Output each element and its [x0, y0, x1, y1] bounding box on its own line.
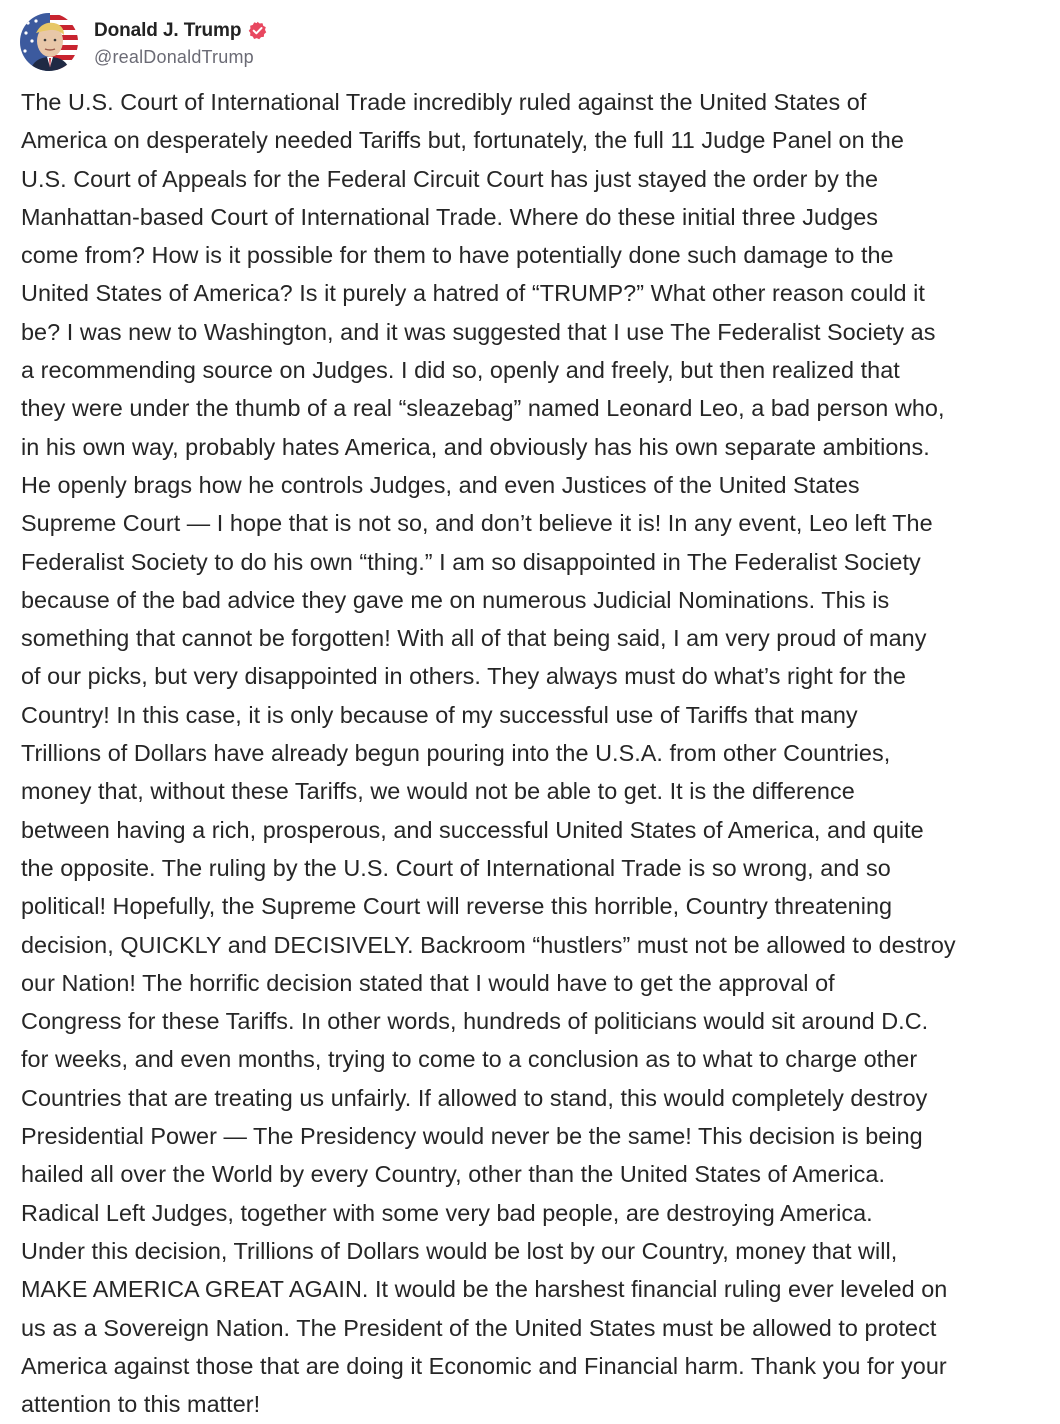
post-body-line: decision, QUICKLY and DECISIVELY. Backroom “hustlers” must not be allowed to destroy [21, 931, 956, 958]
post-body-line: hailed all over the World by every Country, other than the United States of America. [21, 1161, 886, 1188]
avatar[interactable] [20, 13, 78, 71]
avatar-flag-portrait-icon [20, 13, 78, 71]
post-body-line: our Nation! The horrific decision stated that I would have to get the approval of [21, 969, 835, 996]
post-body-line: The U.S. Court of International Trade incredibly ruled against the United States of [21, 89, 867, 115]
post-body-line: America against those that are doing it Economic and Financial harm. Thank you for your [21, 1352, 947, 1379]
post-body-line: us as a Sovereign Nation. The President of the United States must be allowed to protect [21, 1314, 937, 1341]
post-body-line: Country! In this case, it is only because of my successful use of Tariffs that many [21, 701, 858, 728]
post-body-line: He openly brags how he controls Judges, and even Justices of the United States [21, 471, 860, 498]
post-body-line: Congress for these Tariffs. In other words, hundreds of politicians would sit around D.C. [21, 1008, 929, 1035]
post-body-line: between having a rich, prosperous, and successful United States of America, and quite [21, 816, 924, 843]
verified-badge-icon [248, 21, 267, 40]
author-info [94, 17, 267, 68]
post-body-line: come from? How is it possible for them to have potentially done such damage to the [21, 242, 894, 269]
post-body-line: for weeks, and even months, trying to come to a conclusion as to what to charge other [21, 1046, 918, 1073]
post-body-line: Manhattan-based Court of International Trade. Where do these initial three Judges [21, 203, 879, 230]
post-body-line: America on desperately needed Tariffs but, fortunately, the full 11 Judge Panel on the [21, 127, 904, 154]
post-body-line: U.S. Court of Appeals for the Federal Circuit Court has just stayed the order by the [21, 165, 879, 192]
post-body-line: something that cannot be forgotten! With all of that being said, I am very proud of many [21, 625, 927, 652]
post-body-line: Under this decision, Trillions of Dollars would be lost by our Country, money that will, [21, 1237, 898, 1264]
post-body-line: the opposite. The ruling by the U.S. Court of International Trade is so wrong, and so [21, 854, 891, 881]
post-body-line: political! Hopefully, the Supreme Court will reverse this horrible, Country threatening [21, 893, 893, 920]
post-body-line: attention to this matter! [21, 1391, 261, 1418]
post-body-line: because of the bad advice they gave me on numerous Judicial Nominations. This is [21, 586, 890, 613]
post-body-text [21, 83, 1057, 1423]
post-header [20, 12, 267, 72]
post-body-line: a recommending source on Judges. I did so, openly and freely, but then realized that [21, 357, 900, 384]
post-body-line: money that, without these Tariffs, we would not be able to get. It is the difference [21, 778, 855, 805]
post-body-line: Countries that are treating us unfairly. If allowed to stand, this would completely destroy [21, 1084, 928, 1111]
post-body-line: Trillions of Dollars have already begun pouring into the U.S.A. from other Countries, [21, 740, 891, 767]
post-body-line: of our picks, but very disappointed in others. They always must do what’s right for the [21, 663, 906, 690]
post-body-line: Presidential Power — The Presidency would never be the same! This decision is being [21, 1123, 923, 1150]
post-body-line: Radical Left Judges, together with some very bad people, are destroying America. [21, 1199, 873, 1226]
author-display-name[interactable]: Donald J. Trump [94, 19, 242, 41]
post-body-line: be? I was new to Washington, and it was suggested that I use The Federalist Society as [21, 318, 936, 345]
author-handle[interactable]: @realDonaldTrump [94, 46, 254, 67]
post-body-line: MAKE AMERICA GREAT AGAIN. It would be the harshest financial ruling ever leveled on [21, 1276, 948, 1303]
author-name-row [94, 17, 267, 45]
post-body-line: they were under the thumb of a real “sleazebag” named Leonard Leo, a bad person who, [21, 395, 945, 422]
post-body-line: Federalist Society to do his own “thing.” I am so disappointed in The Federalist Society [21, 548, 921, 575]
post-body-line: Supreme Court — I hope that is not so, and don’t believe it is! In any event, Leo left The [21, 510, 933, 537]
post-body-line: in his own way, probably hates America, and obviously has his own separate ambitions. [21, 433, 930, 460]
post-body-line: United States of America? Is it purely a hatred of “TRUMP?” What other reason could it [21, 280, 925, 307]
